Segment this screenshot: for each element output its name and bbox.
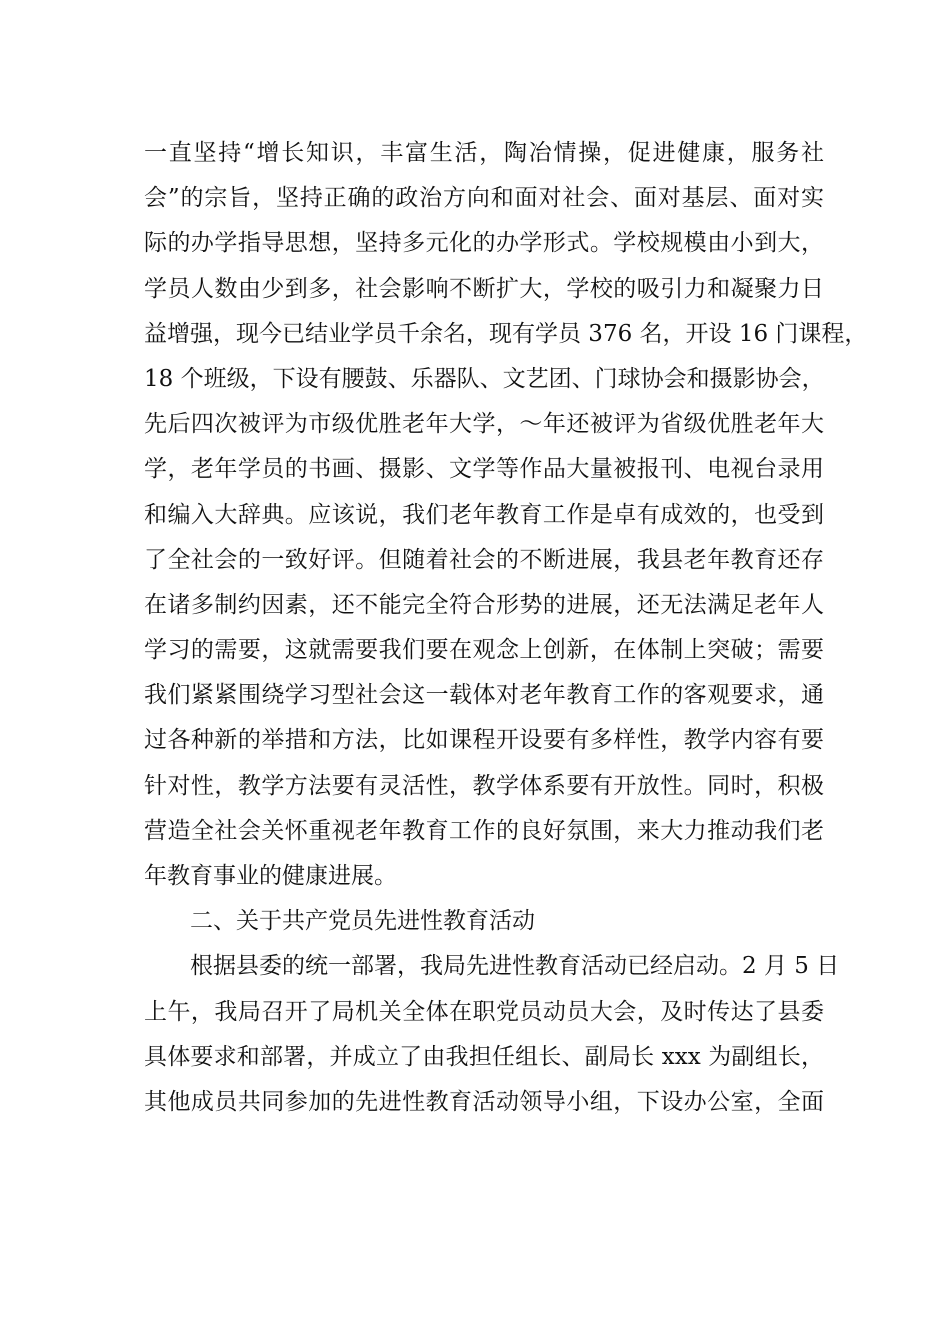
text-line: 上午，我局召开了局机关全体在职党员动员大会，及时传达了县委: [144, 998, 824, 1025]
text-line: 和编入大辞典。应该说，我们老年教育工作是卓有成效的，也受到: [144, 501, 824, 528]
text-line: 在诸多制约因素，还不能完全符合形势的进展，还无法满足老年人: [144, 591, 824, 618]
body-text: [144, 131, 868, 1125]
text-line: 益增强，现今已结业学员千余名，现有学员 376 名，开设 16 门课程，: [144, 320, 868, 347]
text-line: 一直坚持“增长知识，丰富生活，陶冶情操，促进健康，服务社: [144, 140, 824, 166]
text-line: 学员人数由少到多，社会影响不断扩大，学校的吸引力和凝聚力日: [144, 275, 824, 302]
text-line: 学习的需要，这就需要我们要在观念上创新，在体制上突破；需要: [144, 637, 824, 664]
text-line: 先后四次被评为市级优胜老年大学，～年还被评为省级优胜老年大: [144, 411, 824, 438]
text-line: 针对性，教学方法要有灵活性，教学体系要有开放性。同时，积极: [144, 772, 824, 799]
text-line: 我们紧紧围绕学习型社会这一载体对老年教育工作的客观要求，通: [144, 682, 824, 709]
text-line: 年教育事业的健康进展。: [144, 863, 397, 889]
text-line: 学，老年学员的书画、摄影、文学等作品大量被报刊、电视台录用: [144, 456, 824, 483]
text-line: 具体要求和部署，并成立了由我担任组长、副局长 xxx 为副组长，: [144, 1043, 824, 1070]
text-line: 了全社会的一致好评。但随着社会的不断进展，我县老年教育还存: [144, 546, 824, 573]
text-line: 际的办学指导思想，坚持多元化的办学形式。学校规模由小到大，: [144, 230, 824, 257]
text-line: 18 个班级，下设有腰鼓、乐器队、文艺团、门球协会和摄影协会，: [144, 365, 825, 392]
text-line: 其他成员共同参加的先进性教育活动领导小组，下设办公室，全面: [144, 1088, 824, 1115]
section-heading: 二、关于共产党员先进性教育活动: [190, 908, 535, 935]
text-line: 根据县委的统一部署，我局先进性教育活动已经启动。2 月 5 日: [190, 953, 840, 980]
text-line: 营造全社会关怀重视老年教育工作的良好氛围，来大力推动我们老: [144, 817, 824, 844]
text-line: 过各种新的举措和方法，比如课程开设要有多样性，教学内容有要: [144, 727, 824, 754]
text-line: 会”的宗旨，坚持正确的政治方向和面对社会、面对基层、面对实: [144, 185, 824, 212]
